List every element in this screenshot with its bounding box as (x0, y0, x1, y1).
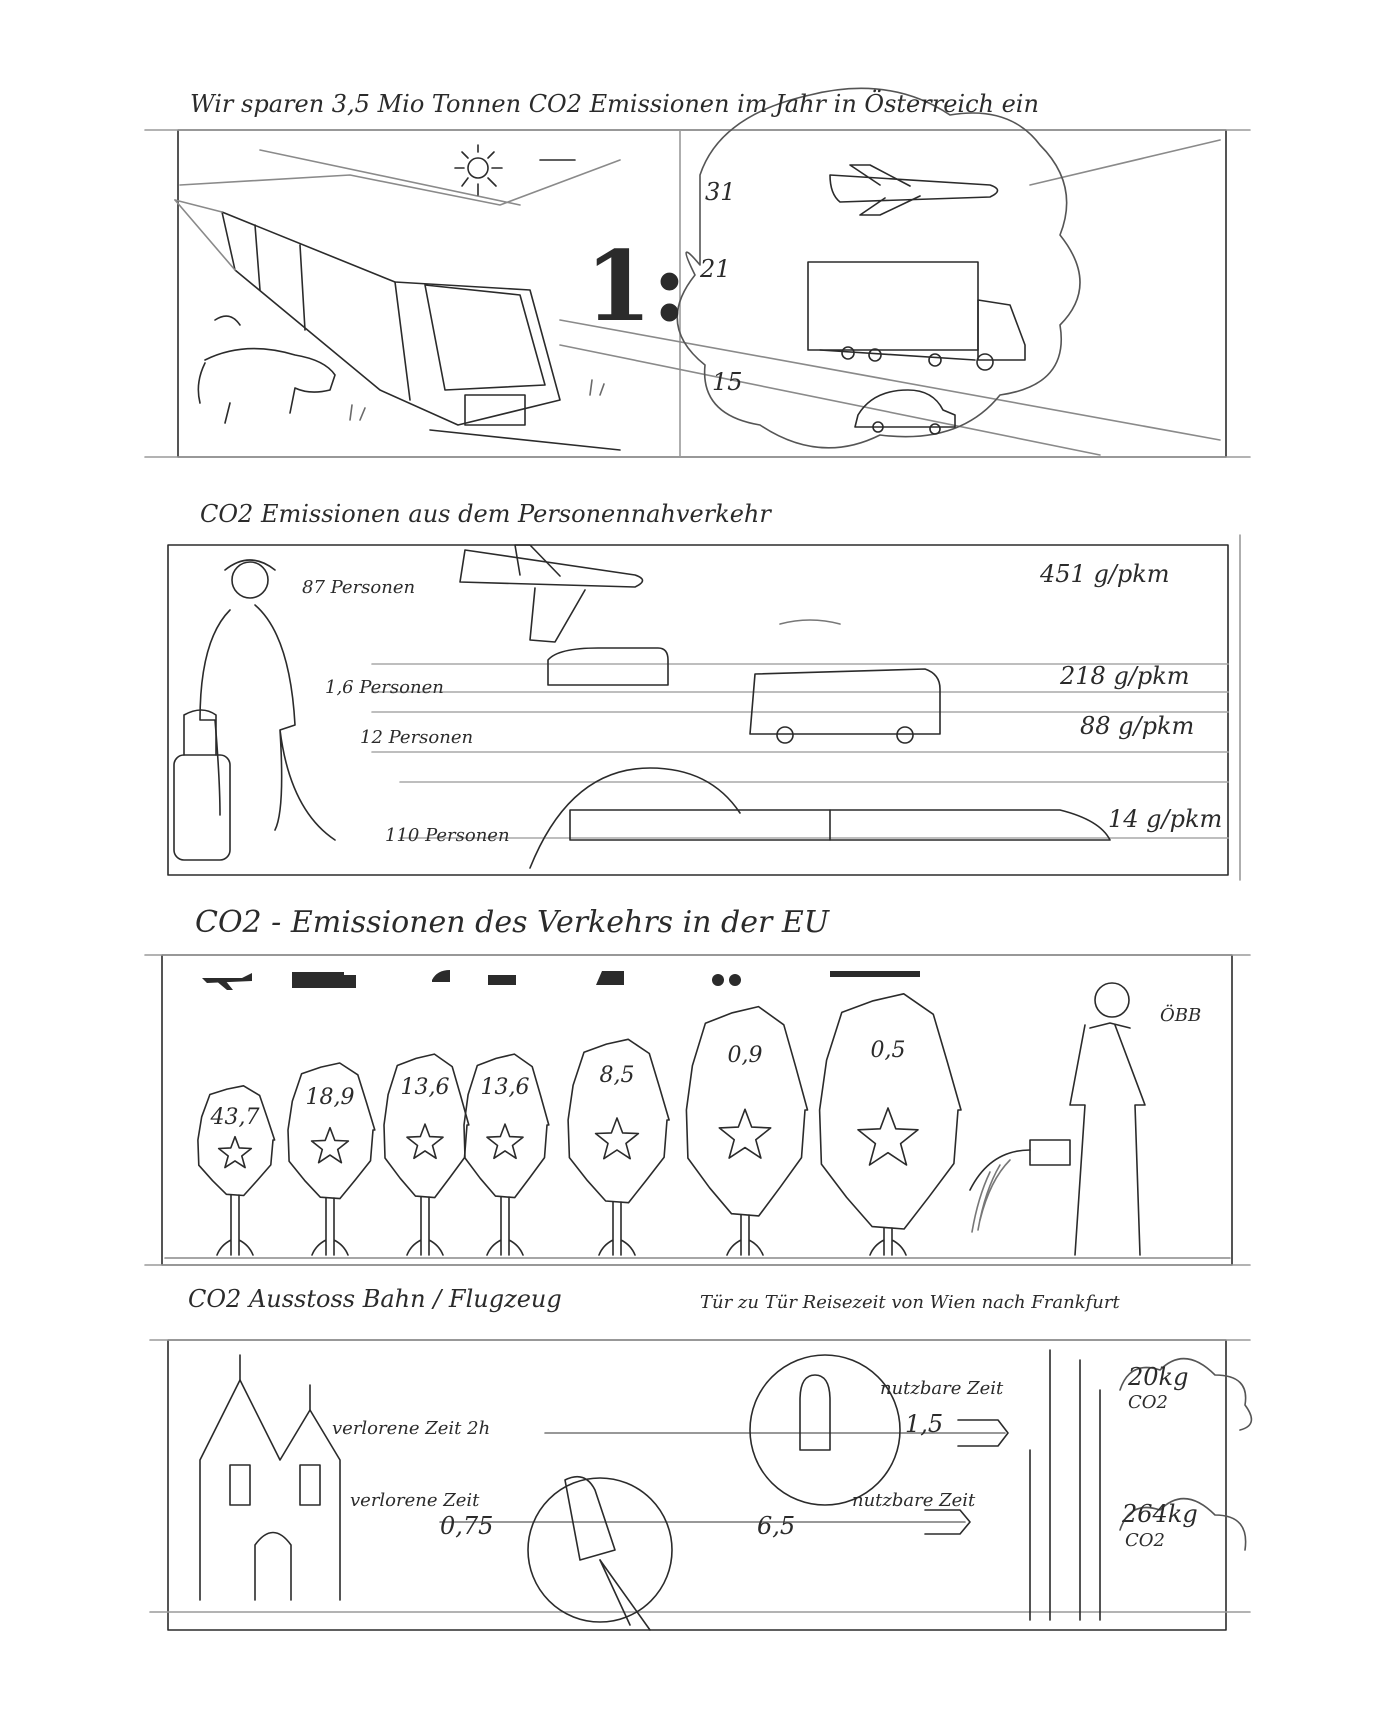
panel2-caption: CO2 Emissionen aus dem Personennahverkehr (200, 500, 771, 528)
usable-time-1: nutzbare Zeit (880, 1378, 1004, 1399)
panel4-frame (150, 1340, 1251, 1630)
row3-persons: 12 Personen (360, 727, 474, 748)
panel3-caption: CO2 - Emissionen des Verkehrs in der EU (195, 905, 830, 940)
co2-plane-unit: CO2 (1128, 1392, 1168, 1413)
row1-persons: 87 Personen (302, 577, 416, 598)
tree-trunk (312, 1198, 348, 1255)
tree-value-ship: 13,6 (480, 1075, 530, 1100)
car-ratio-value: 15 (712, 368, 743, 396)
row1-value: 451 g/pkm (1040, 560, 1170, 588)
co2-train-value: 264kg (1122, 1500, 1198, 1528)
usable-value-2: 6,5 (757, 1512, 796, 1540)
usable-time-2: nutzbare Zeit (852, 1490, 976, 1511)
oebb-badge: ÖBB (1160, 1005, 1202, 1026)
co2-plane-value: 20kg (1128, 1363, 1189, 1391)
tree-trunk (217, 1195, 253, 1255)
truck-ratio-value: 21 (700, 255, 731, 283)
tree-value-rail: 0,5 (870, 1038, 906, 1063)
tree-7 (820, 994, 961, 1255)
tree-trunk (407, 1197, 443, 1255)
tree-trunk (727, 1215, 763, 1255)
eu-star-icon (719, 1109, 770, 1158)
row3-value: 88 g/pkm (1080, 712, 1195, 740)
lost-time-1: verlorene Zeit 2h (332, 1418, 491, 1439)
tree-value-truck: 18,9 (305, 1085, 355, 1110)
tree-value-plane: 43,7 (210, 1105, 260, 1130)
tree-value-van: 13,6 (400, 1075, 450, 1100)
eu-star-icon (487, 1124, 523, 1158)
ratio-label: 1: (585, 230, 688, 343)
panel4-subcaption: Tür zu Tür Reisezeit von Wien nach Frankfurt (700, 1292, 1120, 1313)
tree-trunk (870, 1228, 906, 1255)
tree-trunk (599, 1202, 635, 1255)
row4-persons: 110 Personen (385, 825, 510, 846)
tree-crown (686, 1007, 807, 1216)
eu-star-icon (219, 1137, 252, 1168)
eu-star-icon (407, 1124, 443, 1158)
tree-trunk (487, 1197, 523, 1255)
row2-persons: 1,6 Personen (325, 677, 444, 698)
tree-value-moto: 0,9 (727, 1043, 763, 1068)
panel1-frame (145, 88, 1250, 457)
eu-star-icon (596, 1118, 639, 1159)
panel1-caption: Wir sparen 3,5 Mio Tonnen CO2 Emissionen im Jahr in Österreich ein (190, 90, 1039, 118)
row2-value: 218 g/pkm (1060, 662, 1190, 690)
eu-star-icon (312, 1128, 349, 1163)
tree-group (198, 994, 961, 1255)
usable-value-1: 1,5 (905, 1410, 944, 1438)
panel3-frame (145, 955, 1250, 1265)
eu-star-icon (858, 1108, 918, 1165)
lost-time-2: verlorene Zeit (350, 1490, 480, 1511)
co2-train-unit: CO2 (1125, 1530, 1165, 1551)
row4-value: 14 g/pkm (1108, 805, 1223, 833)
plane-ratio-value: 31 (705, 178, 736, 206)
tree-crown (820, 994, 961, 1229)
lost-value-2: 0,75 (440, 1512, 494, 1540)
tree-value-car: 8,5 (599, 1063, 635, 1088)
panel4-caption: CO2 Ausstoss Bahn / Flugzeug (188, 1285, 562, 1313)
